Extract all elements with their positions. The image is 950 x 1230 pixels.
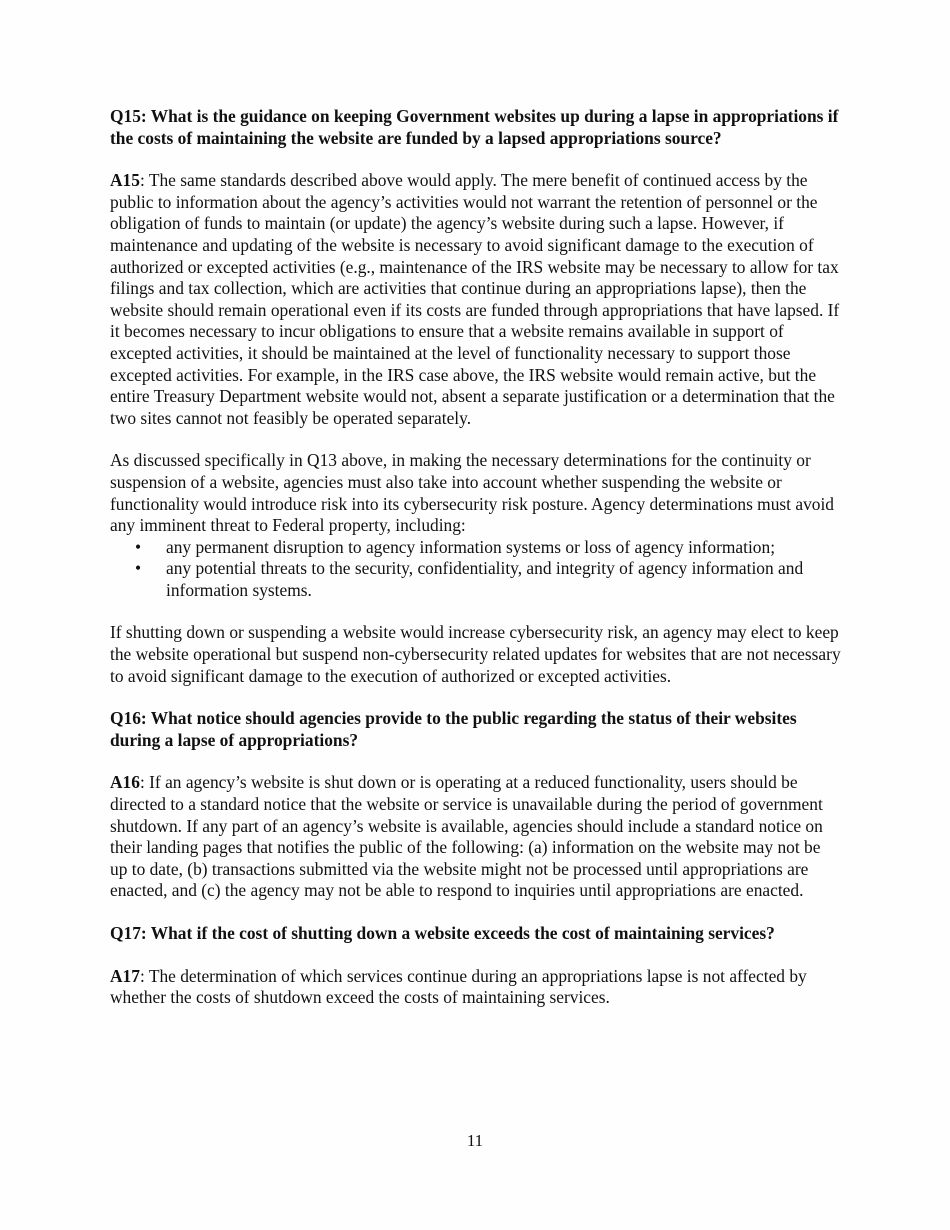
a15-text: : The same standards described above would apply. The mere benefit of continued access by the public to information about the agency’s activities would not warrant the retention of personnel or the obligation of funds to maintain (or update) the agency’s website during such a lapse. However, if maintenance and updating of the website is necessary to avoid significant damage to the execution of authorized or excepted activities (e.g., maintenance of the IRS website may be necessary to allow for tax filings and tax collection, which are activities that continue during an appropriations lapse), then the website should remain operational even if its costs are funded through appropriations that have lapsed. If it becomes necessary to incur obligations to ensure that a website remains available in support of excepted activities, it should be maintained at the level of functionality necessary to support those excepted activities. For example, in the IRS case above, the IRS website would remain active, but the entire Treasury Department website would not, absent a separate justification or a determination that the two sites cannot not feasibly be operated separately. (110, 170, 840, 428)
page-number: 11 (466, 1131, 484, 1150)
list-item: • any permanent disruption to agency information systems or loss of agency information; (135, 536, 776, 557)
page-content (110, 106, 842, 1009)
a15-label: A15 (110, 170, 140, 191)
q15-question: Q15: What is the guidance on keeping Government websites up during a lapse in appropriations if the costs of maintaining the website are funded by a lapsed appropriations source? (110, 106, 839, 148)
q17-question: Q17: What if the cost of shutting down a website exceeds the cost of maintaining services? (110, 923, 775, 943)
bullet-icon: • (135, 536, 142, 557)
bullet-icon: • (135, 558, 142, 579)
a16-paragraph (110, 772, 842, 902)
a17-label: A17 (110, 965, 140, 986)
q15-paragraph-3: If shutting down or suspending a website would increase cybersecurity risk, an agency may elect to keep the website operational but suspend non-cybersecurity related updates for websites that are not necessary to avoid significant damage to the execution of authorized or excepted activities. (110, 622, 841, 686)
q15-paragraph-2: As discussed specifically in Q13 above, in making the necessary determinations for the continuity or suspension of a website, agencies must also take into account whether suspending the website or functionality would introduce risk into its cybersecurity risk posture. Agency determinations must avoid any imminent threat to Federal property, including: (110, 450, 834, 536)
q15-bullet-list (110, 537, 842, 602)
a16-label: A16 (110, 772, 140, 793)
a15-paragraph (110, 170, 842, 429)
q16-question: Q16: What notice should agencies provide to the public regarding the status of their websites during a lapse of appropriations? (110, 708, 797, 750)
list-item: • any potential threats to the security, confidentiality, and integrity of agency information and information systems. (135, 558, 804, 600)
a16-text: : If an agency’s website is shut down or is operating at a reduced functionality, users should be directed to a standard notice that the website or service is unavailable during the period of government shutdown. If any part of an agency’s website is available, agencies should include a standard notice on their landing pages that notifies the public of the following: (a) information on the website may not be up to date, (b) transactions submitted via the website might not be processed until appropriations are enacted, and (c) the agency may not be able to respond to inquiries until appropriations are enacted. (110, 772, 823, 901)
a17-paragraph (110, 966, 842, 1009)
a17-text: : The determination of which services continue during an appropriations lapse is not affected by whether the costs of shutdown exceed the costs of maintaining services. (110, 965, 807, 1008)
